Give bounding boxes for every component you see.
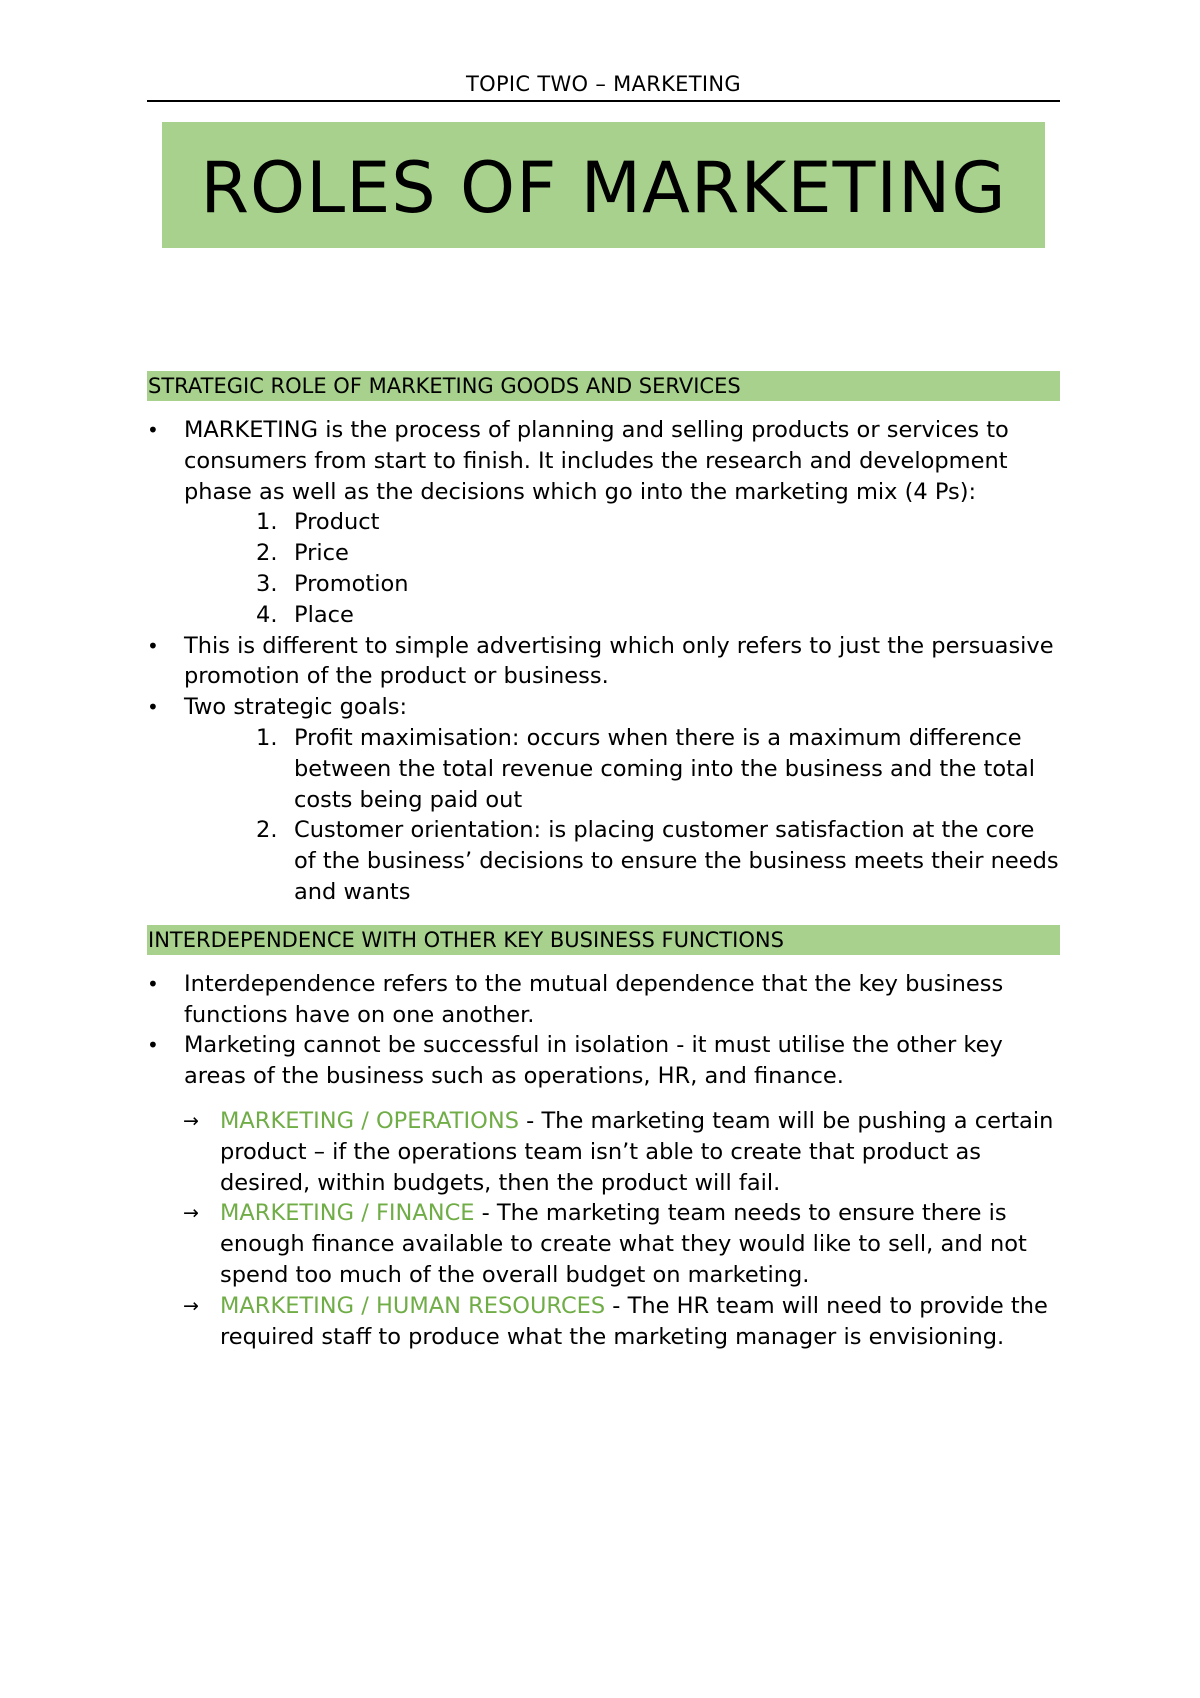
list-item: [147, 1291, 1060, 1353]
function-pair-label: MARKETING / OPERATIONS: [220, 1107, 520, 1134]
bullet-text: Two strategic goals:: [184, 694, 408, 721]
list-item: [184, 569, 1060, 600]
strategic-role-list: [147, 415, 1060, 908]
page-title: ROLES OF MARKETING: [200, 147, 1007, 229]
list-number: 1.: [256, 724, 278, 751]
function-pair-text: - The HR team will need to provide the required staff to produce what the marketing manager is envisioning.: [220, 1292, 1048, 1350]
list-item: [147, 1106, 1060, 1198]
function-links-list: [147, 1106, 1060, 1352]
list-item: [184, 723, 1060, 815]
list-text: Product: [294, 509, 380, 536]
list-number: 2.: [256, 817, 278, 844]
list-item: [147, 1030, 1060, 1092]
page-header: TOPIC TWO – MARKETING: [466, 72, 741, 96]
function-pair-label: MARKETING / HUMAN RESOURCES: [220, 1292, 606, 1319]
bullet-text: Interdependence refers to the mutual dependence that the key business functions have on one another.: [184, 970, 1004, 1028]
right-arrow-icon: →: [183, 1109, 199, 1132]
bullet-text: This is different to simple advertising which only refers to just the persuasive promotion of the product or business.: [184, 632, 1054, 690]
list-item: [184, 538, 1060, 569]
list-item: [147, 415, 1060, 631]
list-text: Customer orientation: is placing customer satisfaction at the core of the business’ decisions to ensure the business meets their needs and wants: [294, 817, 1059, 905]
list-text: Price: [294, 540, 349, 567]
list-item: [147, 1198, 1060, 1290]
list-number: 4.: [256, 601, 278, 628]
list-text: Place: [294, 601, 354, 628]
function-pair-text: - The marketing team will be pushing a certain product – if the operations team isn’t able to create that product as desired, within budgets, then the product will fail.: [220, 1107, 1054, 1196]
right-arrow-icon: →: [183, 1202, 199, 1225]
list-item: [184, 507, 1060, 538]
list-number: 3.: [256, 570, 278, 597]
list-item: [147, 631, 1060, 693]
list-text: Promotion: [294, 570, 409, 597]
bullet-text: MARKETING is the process of planning and selling products or services to consumers from start to finish. It includes the research and development phase as well as the decisions which go into the marketing mix (4 Ps):: [184, 417, 1009, 505]
strategic-goals-list: [184, 723, 1060, 908]
list-text: Profit maximisation: occurs when there is a maximum difference between the total revenue coming into the business and the total costs being paid out: [294, 724, 1035, 813]
function-pair-label: MARKETING / FINANCE: [220, 1200, 475, 1227]
list-item: [184, 815, 1060, 907]
list-number: 1.: [256, 509, 278, 536]
list-item: [184, 600, 1060, 631]
list-item: [147, 969, 1060, 1031]
header-divider: [147, 100, 1060, 102]
section-heading-interdependence: INTERDEPENDENCE WITH OTHER KEY BUSINESS FUNCTIONS: [147, 925, 1060, 955]
document-page: [147, 70, 1060, 1352]
right-arrow-icon: →: [183, 1294, 199, 1317]
list-item: [147, 692, 1060, 908]
bullet-text: Marketing cannot be successful in isolation - it must utilise the other key areas of the business such as operations, HR, and finance.: [184, 1032, 1003, 1090]
interdependence-list: [147, 969, 1060, 1092]
title-banner: [162, 122, 1045, 248]
list-number: 2.: [256, 540, 278, 567]
function-pair-text: - The marketing team needs to ensure there is enough finance available to create what they would like to sell, and not spend too much of the overall budget on marketing.: [220, 1200, 1027, 1288]
four-ps-list: [184, 507, 1060, 630]
section-heading-strategic-role: STRATEGIC ROLE OF MARKETING GOODS AND SERVICES: [147, 371, 1060, 401]
